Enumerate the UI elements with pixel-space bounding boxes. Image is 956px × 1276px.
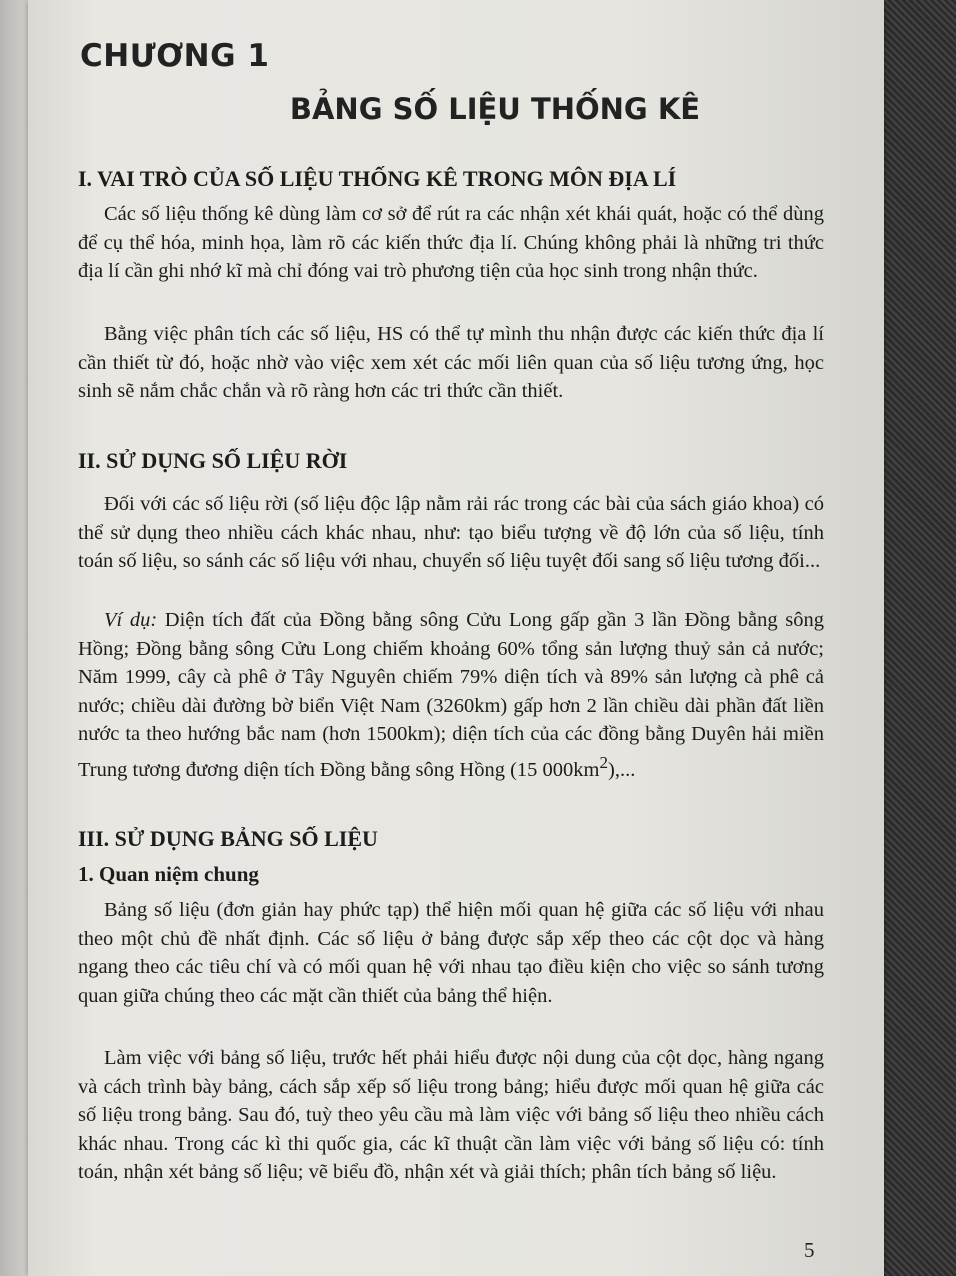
example-text: Diện tích đất của Đồng bằng sông Cửu Long gấp gần 3 lần Đồng bằng sông Hồng; Đồng bằng sông Cửu Long chiếm khoảng 60% tổng sản lượng thuỷ sản cả nước; Năm 1999, cây cà phê ở Tây Nguyên chiếm 79% diện tích và 89% sản lượng cà phê cả nước; chiều dài đường bờ biển Việt Nam (3260km) gấp hơn 2 lần chiều dài phần đất liền nước ta theo hướng bắc nam (hơn 1500km); diện tích của các đồng bằng Duyên hải miền Trung tương đương diện tích Đồng bằng sông Hồng (15 000km xyxy=(78,609,824,781)
page-title: BẢNG SỐ LIỆU THỐNG KÊ xyxy=(289,92,701,126)
section-2-example xyxy=(78,606,824,784)
book-page xyxy=(28,0,884,1276)
example-superscript: 2 xyxy=(599,752,609,772)
example-end: ),... xyxy=(608,758,636,781)
left-background xyxy=(0,0,30,1276)
section-1-paragraph-1: Các số liệu thống kê dùng làm cơ sở để rút ra các nhận xét khái quát, hoặc có thể dùng để cụ thể hóa, minh họa, làm rõ các kiến thức địa lí. Chúng không phải là những tri thức địa lí cần ghi nhớ kĩ mà chỉ đóng vai trò phương tiện của học sinh trong nhận thức. xyxy=(78,203,824,282)
example-label: Ví dụ: xyxy=(104,609,158,631)
section-2-paragraph-1: Đối với các số liệu rời (số liệu độc lập nằm rải rác trong các bài của sách giáo khoa) có thể sử dụng theo nhiều cách khác nhau, như: tạo biểu tượng về độ lớn của số liệu, tính toán số liệu, so sánh các số liệu với nhau, chuyển số liệu tuyệt đối sang số liệu tương đối... xyxy=(78,493,824,572)
section-3-heading: III. SỬ DỤNG BẢNG SỐ LIỆU xyxy=(78,826,378,851)
section-3-subheading: 1. Quan niệm chung xyxy=(78,862,259,886)
section-1-heading: I. VAI TRÒ CỦA SỐ LIỆU THỐNG KÊ TRONG MÔN ĐỊA LÍ xyxy=(78,166,677,191)
section-1-paragraph-2: Bằng việc phân tích các số liệu, HS có thể tự mình thu nhận được các kiến thức địa lí cần thiết từ đó, hoặc nhờ vào việc xem xét các mối liên quan của số liệu tương ứng, học sinh sẽ nắm chắc chắn và rõ ràng hơn các tri thức cần thiết. xyxy=(78,323,824,402)
right-background xyxy=(880,0,956,1276)
section-3-paragraph-2: Làm việc với bảng số liệu, trước hết phải hiểu được nội dung của cột dọc, hàng ngang và cách trình bày bảng, cách sắp xếp số liệu trong bảng; hiểu được mối quan hệ giữa các số liệu trong bảng. Sau đó, tuỳ theo yêu cầu mà làm việc với bảng số liệu theo nhiều cách khác nhau. Trong các kì thi quốc gia, các kĩ thuật cần làm việc với bảng số liệu có: tính toán, nhận xét bảng số liệu; vẽ biểu đồ, nhận xét và giải thích; phân tích bảng số liệu. xyxy=(78,1047,824,1183)
section-3-paragraph-1: Bảng số liệu (đơn giản hay phức tạp) thể hiện mối quan hệ giữa các số liệu với nhau theo một chủ đề nhất định. Các số liệu ở bảng được sắp xếp theo các cột dọc và hàng ngang theo các tiêu chí và có mối quan hệ với nhau tạo điều kiện cho việc so sánh tương quan giữa chúng theo các mặt cần thiết của bảng thể hiện. xyxy=(78,899,824,1007)
section-2-heading: II. SỬ DỤNG SỐ LIỆU RỜI xyxy=(78,448,348,473)
page-number: 5 xyxy=(804,1238,815,1262)
chapter-label: CHƯƠNG 1 xyxy=(80,38,270,74)
